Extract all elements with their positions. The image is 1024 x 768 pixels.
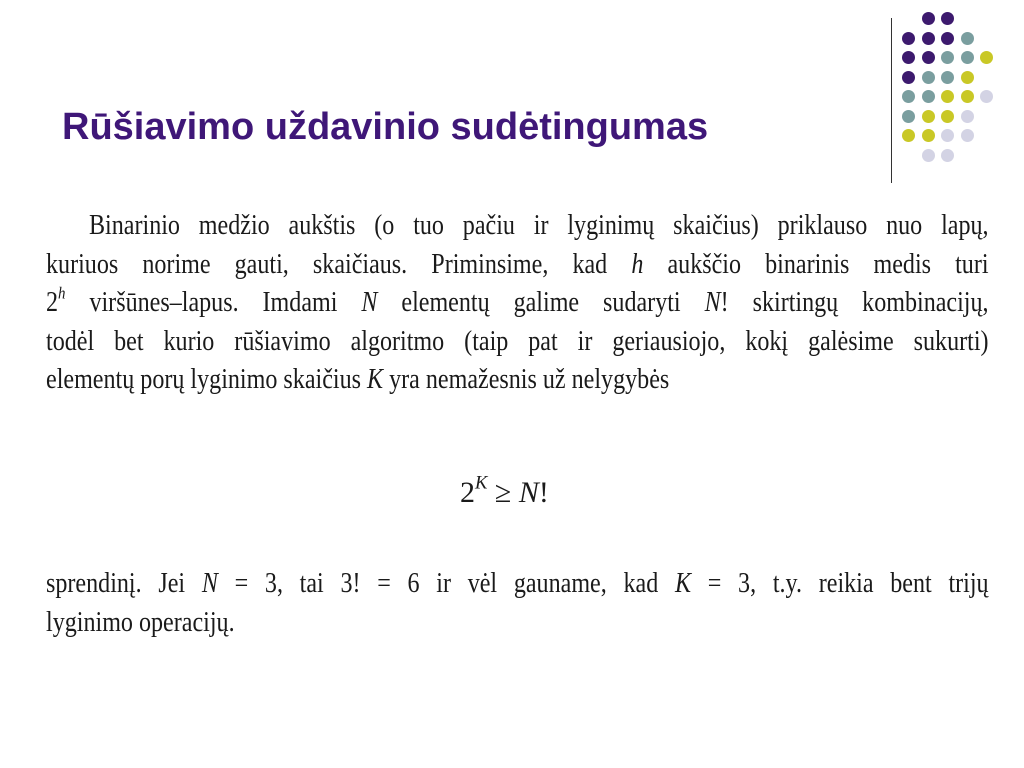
math-h: h (631, 248, 644, 280)
paragraph-1-line-2: kuriuos norime gauti, skaičiaus. Priminsime, kad h aukščio binarinis medis turi (46, 248, 989, 280)
paragraph-2-line-2: lyginimo operacijų. (46, 606, 235, 638)
decorative-dot (922, 71, 935, 84)
math-k: K (367, 364, 384, 395)
inequality-formula: $2^K \ge N$! (460, 472, 549, 509)
decorative-dot (902, 90, 915, 103)
paragraph-2 (46, 565, 989, 642)
decorative-dot (922, 51, 935, 64)
decorative-dot (961, 71, 974, 84)
decorative-dot (980, 90, 993, 103)
slide-title: Rūšiavimo uždavinio sudėtingumas (62, 106, 709, 148)
math-exponent-h: h (58, 283, 66, 303)
decorative-dot (941, 149, 954, 162)
paragraph-1-line-5: elementų porų lyginimo skaičius K yra nemažesnis už nelygybės (46, 364, 670, 395)
decorative-dot (961, 32, 974, 45)
math-n: N (704, 287, 721, 318)
math-k: K (674, 568, 692, 599)
decorative-dot (941, 51, 954, 64)
decorative-dot (961, 129, 974, 142)
decorative-dot (922, 32, 935, 45)
decorative-dot (922, 149, 935, 162)
decorative-dot (922, 129, 935, 142)
math-n: N (518, 476, 539, 509)
decorative-dot (961, 110, 974, 123)
decorative-dot (941, 129, 954, 142)
decorative-dot-grid (902, 12, 1002, 172)
decorative-dot (941, 32, 954, 45)
decorative-dot (941, 71, 954, 84)
paragraph-1 (46, 207, 989, 400)
decorative-dot (941, 12, 954, 25)
decorative-dot (902, 32, 915, 45)
decorative-dot (902, 129, 915, 142)
decorative-dot (961, 51, 974, 64)
decorative-dot (941, 110, 954, 123)
decorative-dot (980, 51, 993, 64)
math-n: N (201, 568, 218, 599)
paragraph-2-line-1: sprendinį. Jei N = 3, tai 3! = 6 ir vėl gauname, kad K = 3, t.y. reikia bent trijų (46, 568, 989, 599)
vertical-divider (891, 18, 892, 183)
decorative-dot (902, 51, 915, 64)
decorative-dot (902, 110, 915, 123)
math-n: N (361, 287, 378, 318)
decorative-dot (961, 90, 974, 103)
paragraph-1-line-4: todėl bet kurio rūšiavimo algoritmo (taip pat ir geriausiojo, kokį galėsime sukurti) (46, 325, 989, 357)
decorative-dot (941, 90, 954, 103)
decorative-dot (902, 71, 915, 84)
decorative-dot (922, 110, 935, 123)
paragraph-1-line-3: 2$^h$ viršūnes–lapus. Imdami N elementų galime sudaryti N! skirtingų kombinacijų, (46, 283, 989, 318)
math-exponent-k: K (475, 472, 488, 494)
paragraph-1-line-1: Binarinio medžio aukštis (o tuo pačiu ir lyginimų skaičius) priklauso nuo lapų, (89, 210, 989, 241)
decorative-dot (922, 12, 935, 25)
decorative-dot (922, 90, 935, 103)
